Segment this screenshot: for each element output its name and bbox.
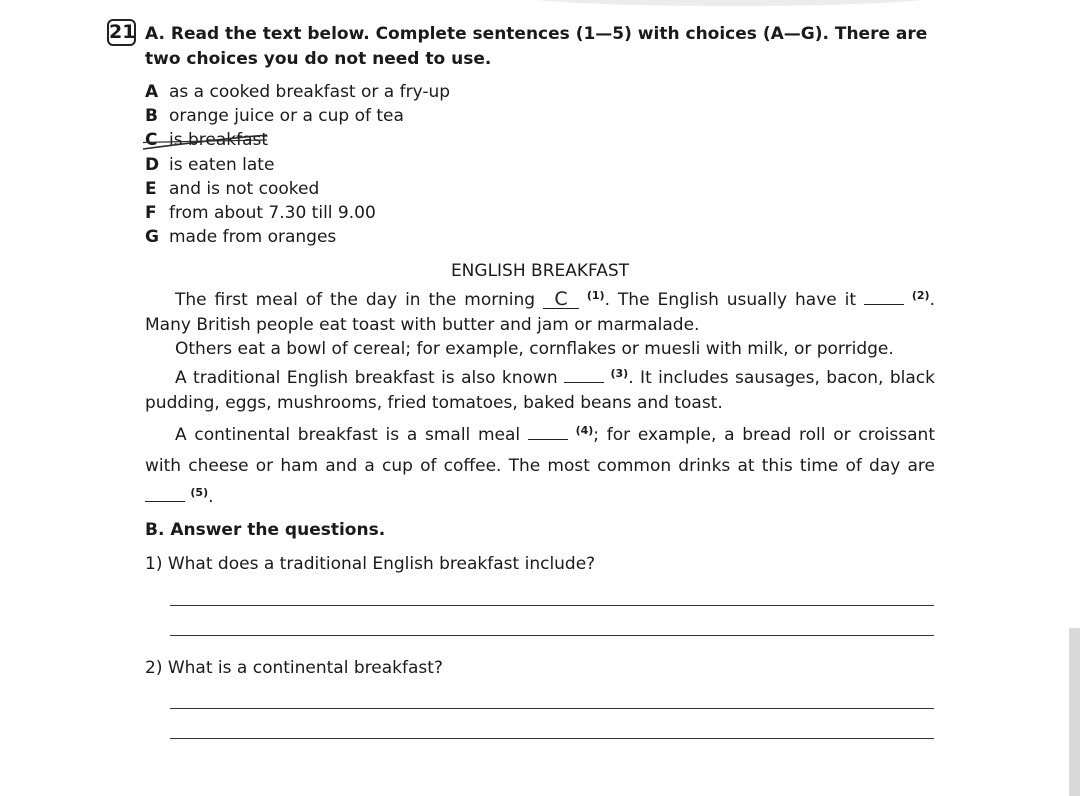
choices-list	[145, 80, 450, 249]
part-b-heading: B. Answer the questions.	[145, 520, 386, 540]
answer-line[interactable]	[170, 605, 934, 606]
blank-2-ref: (2)	[911, 289, 930, 302]
blank-1-ref: (1)	[586, 289, 605, 302]
answer-line[interactable]	[170, 738, 934, 739]
passage-paragraph-2: Others eat a bowl of cereal; for example, cornflakes or muesli with milk, or porridge.	[175, 339, 894, 359]
choice-a: A as a cooked breakfast or a fry-up	[145, 82, 451, 102]
answer-line[interactable]	[170, 708, 934, 709]
choice-b: B orange juice or a cup of tea	[145, 106, 404, 127]
choice-f: F from about 7.30 till 9.00	[145, 202, 376, 223]
task-a-instructions: A. Read the text below. Complete sentences (1—5) with choices (A—G). There are two choices you do not need to use.	[145, 24, 928, 69]
blank-5[interactable]	[145, 501, 185, 502]
answer-line[interactable]	[170, 635, 934, 636]
passage-paragraph-4: A continental breakfast is a small meal $^{(4)}$; for example, a bread roll or croissant with cheese or ham and a cup of coffee. The most common drinks at this time of day are $^{(5)}$.	[145, 424, 935, 507]
blank-4[interactable]	[528, 439, 568, 440]
passage-title: ENGLISH BREAKFAST	[450, 261, 630, 281]
blank-3-ref: (3)	[610, 367, 629, 380]
passage-paragraph-1: The first meal of the day in the morning C $^{(1)}$. The English usually have it $^{(2)}$. Many British people eat toast with butter and jam or marmalade.	[145, 288, 935, 335]
choice-c: C is breakfast	[145, 128, 450, 152]
question-2: 2) What is a continental breakfast?	[145, 658, 443, 678]
blank-1-answer[interactable]: C	[543, 291, 579, 309]
blank-2[interactable]	[864, 304, 904, 305]
blank-3[interactable]	[564, 382, 604, 383]
task-number-badge: 21	[107, 19, 136, 46]
blank-5-ref: (5)	[190, 486, 209, 499]
choice-e: E and is not cooked	[145, 178, 320, 199]
question-1: 1) What does a traditional English breakfast include?	[145, 554, 596, 574]
choice-d: D is eaten late	[145, 154, 275, 175]
blank-4-ref: (4)	[575, 424, 594, 437]
passage-paragraph-3: A traditional English breakfast is also known $^{(3)}$. It includes sausages, bacon, black pudding, eggs, mushrooms, fried tomatoes, baked beans and toast.	[145, 367, 935, 413]
page-edge-shadow	[520, 0, 940, 6]
scrollbar[interactable]	[1069, 628, 1080, 796]
choice-g: G made from oranges	[145, 227, 337, 248]
